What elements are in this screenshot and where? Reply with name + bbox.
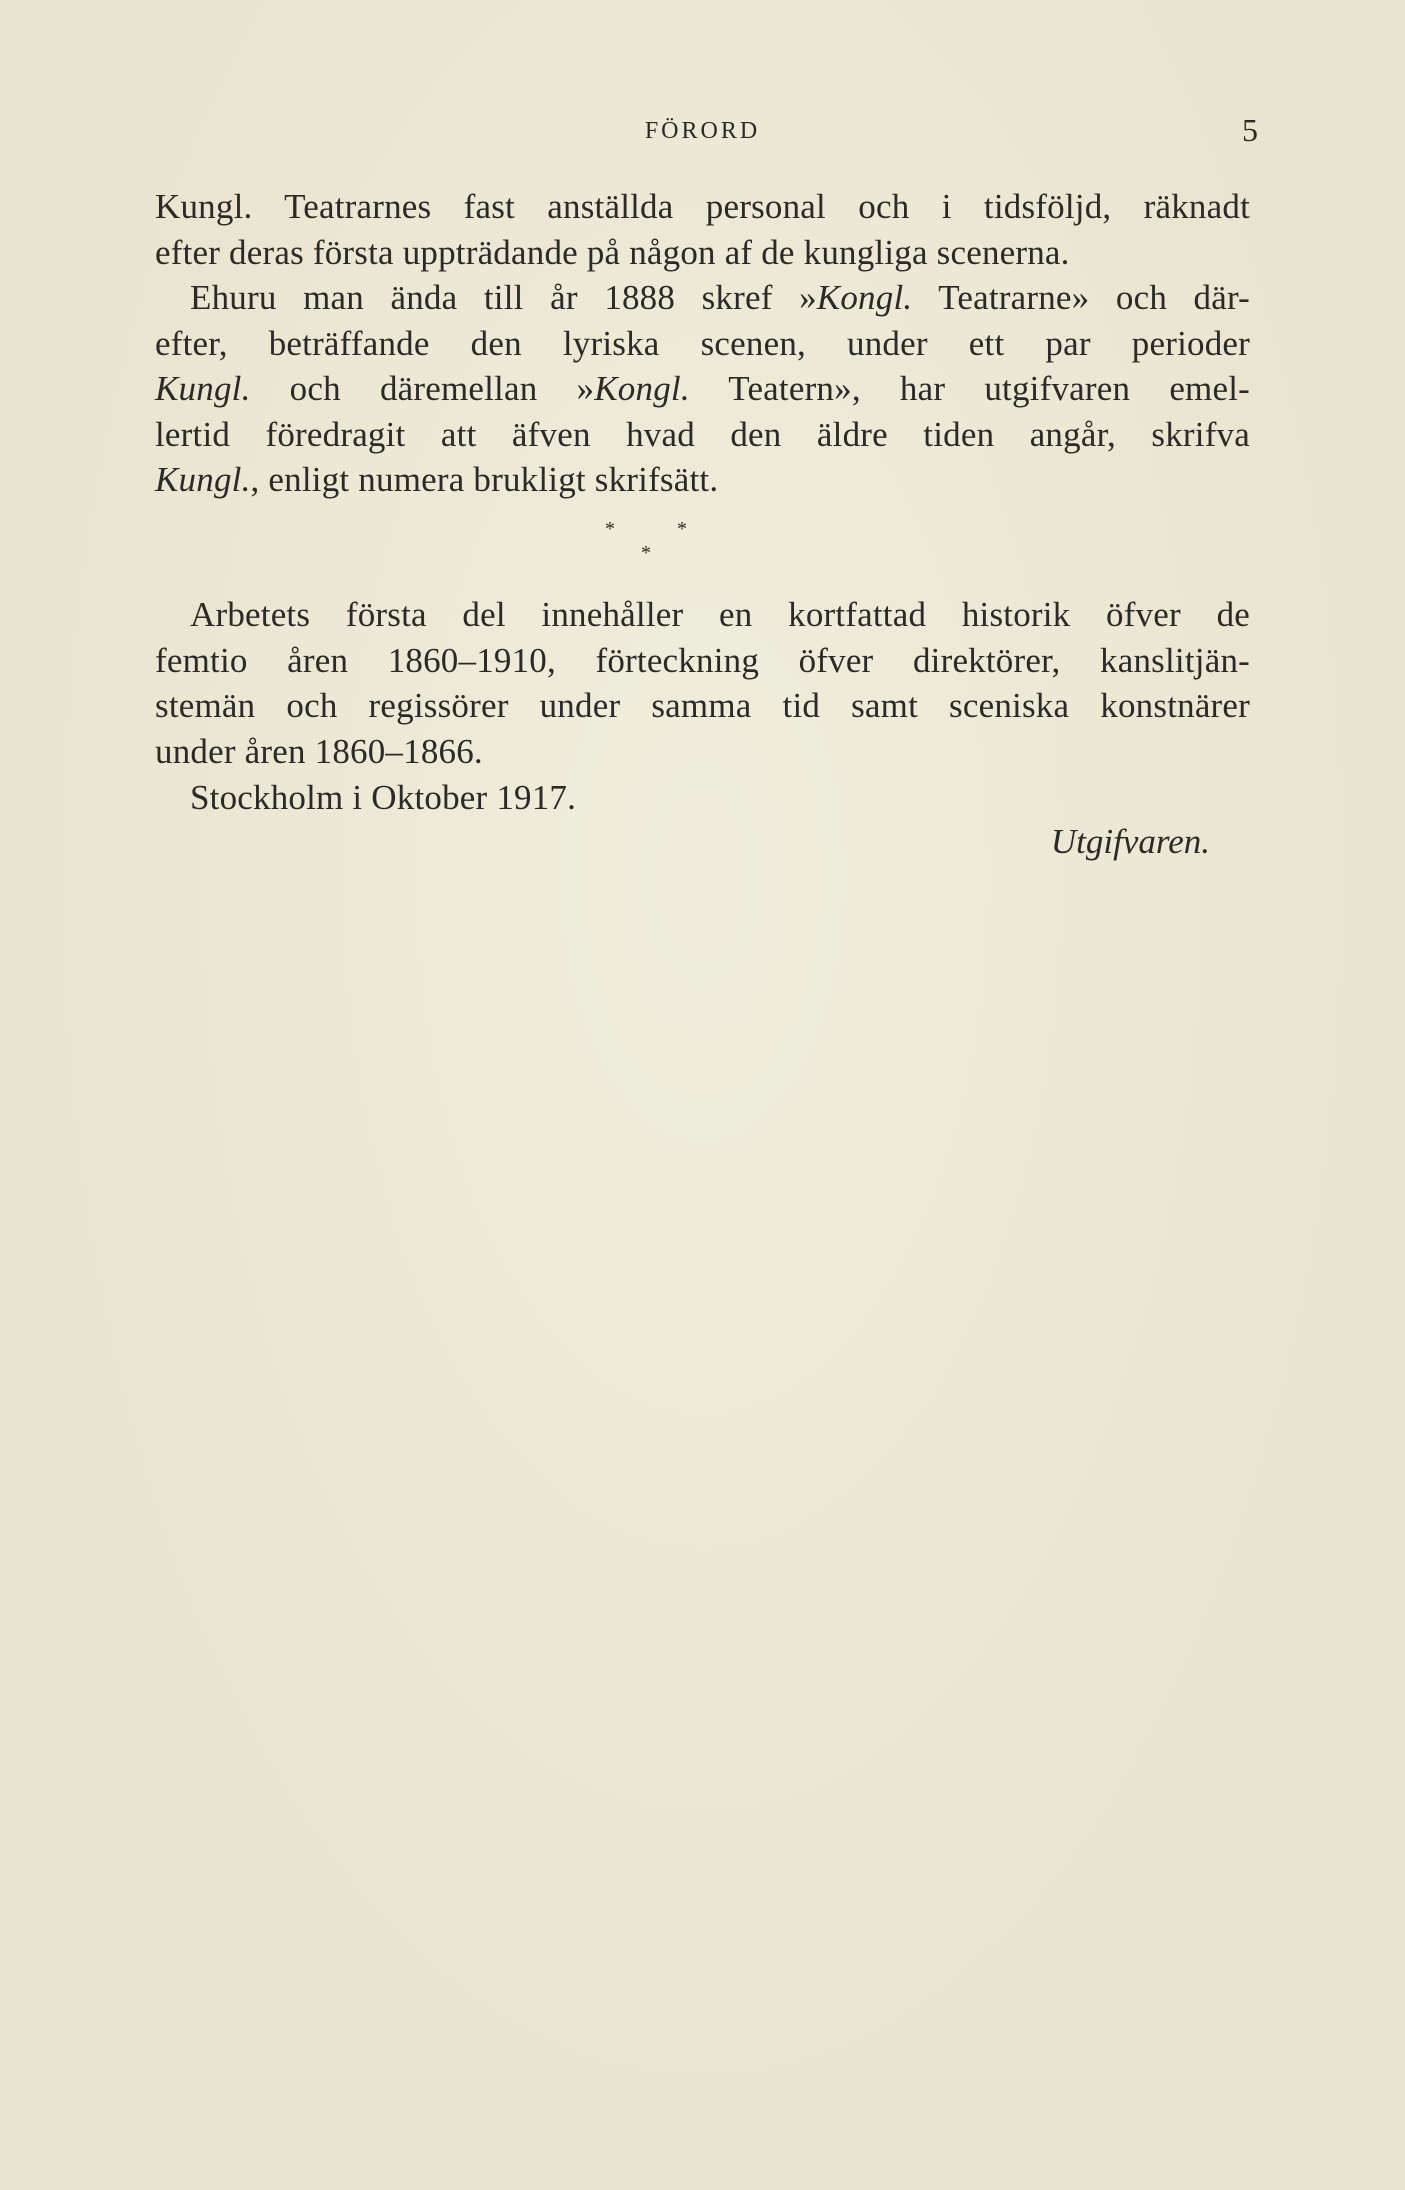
place-date-line: Stockholm i Oktober 1917. [190,778,577,817]
text-line: lertid föredragit att äfven hvad den äldre tiden angår, skrifva [155,414,1250,454]
text-line: Kungl. Teatrarnes fast anställda personal och i tidsföljd, räknadt [155,187,1250,226]
signature: Utgifvaren. [1050,822,1210,861]
asterism-divider [595,518,795,568]
asterisk-mark: * [677,518,687,540]
asterisk-mark: * [605,518,615,540]
text-line: Kungl. och däremellan »Kongl. Teatern», har utgifvaren emel- [155,369,1250,408]
chapter-title: FÖRORD [644,118,761,144]
text-line: efter, beträffande den lyriska scenen, under ett par perioder [155,323,1250,363]
text-line: efter deras första uppträdande på någon af de kungliga scenerna. [155,232,1070,272]
text-line: Kungl., enligt numera brukligt skrifsätt. [155,460,719,499]
text-line: Arbetets första del innehåller en kortfattad historik öfver de [190,595,1250,634]
asterisk-mark: * [641,542,651,564]
text-line: stemän och regissörer under samma tid samt sceniska konstnärer [155,686,1250,725]
text-line: under åren 1860–1866. [155,731,483,771]
page-number: 5 [1242,112,1258,148]
running-header [155,112,1258,152]
text-line: femtio åren 1860–1910, förteckning öfver direktörer, kanslitjän- [155,640,1250,680]
paragraph-contents [155,592,1250,774]
paragraph-continuation [155,184,1250,503]
text-line: Ehuru man ända till år 1888 skref »Kongl. Teatrarne» och där- [190,278,1251,317]
